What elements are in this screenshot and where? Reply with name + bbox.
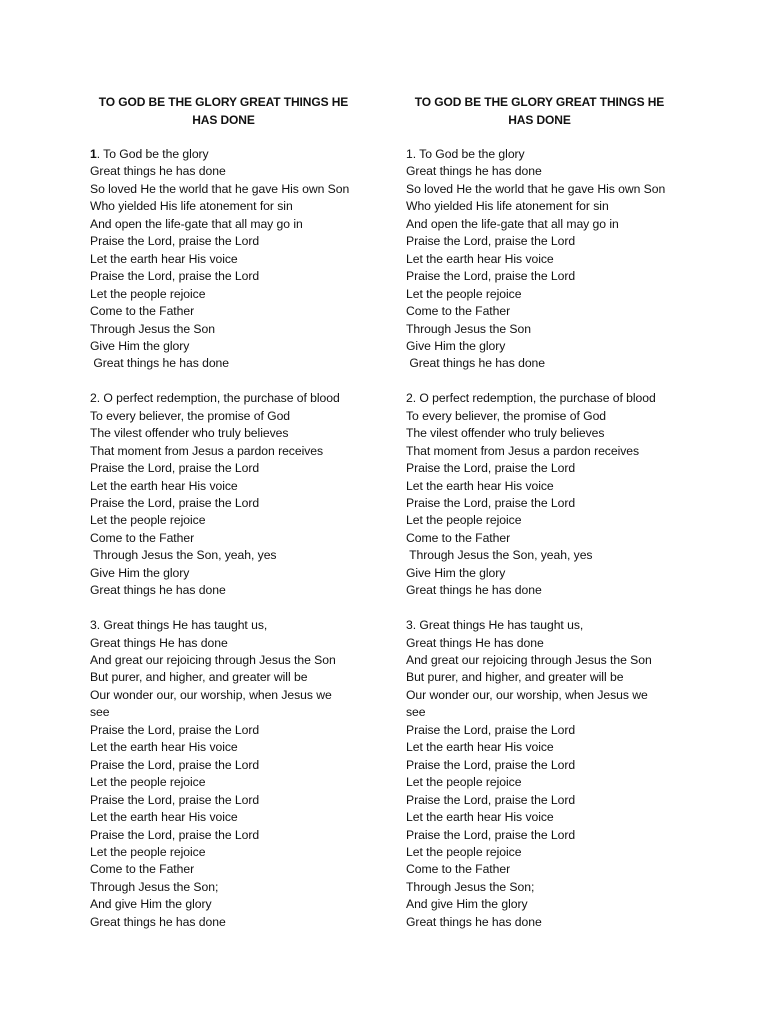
lyric-line: To every believer, the promise of God: [406, 408, 607, 423]
lyric-line: Give Him the glory: [406, 338, 506, 353]
lyric-line: Come to the Father: [406, 304, 511, 319]
lyric-line: Through Jesus the Son;: [406, 879, 535, 894]
lyric-line: Great things he has done: [90, 356, 230, 371]
lyric-line: Praise the Lord, praise the Lord: [90, 461, 260, 476]
lyric-line: Let the earth hear His voice: [406, 740, 554, 755]
lyric-line: Praise the Lord, praise the Lord: [90, 496, 260, 510]
lyric-line: Praise the Lord, praise the Lord: [406, 792, 576, 807]
lyric-line: Through Jesus the Son, yeah, yes: [90, 548, 277, 563]
lyric-line: Praise the Lord, praise the Lord: [90, 827, 260, 842]
lyric-line: Through Jesus the Son: [406, 321, 531, 336]
verses-container: [406, 146, 686, 931]
lyrics-column-left: [90, 94, 370, 949]
lyric-line: Let the earth hear His voice: [90, 810, 238, 825]
lyric-line: Let the earth hear His voice: [406, 251, 554, 266]
lyric-line: Great things he has done: [406, 164, 542, 179]
lyric-line: Let the people rejoice: [90, 286, 206, 301]
lyric-line: Great things he has done: [90, 914, 226, 929]
verse-3: [406, 617, 686, 931]
lyric-line: Let the people rejoice: [406, 286, 522, 301]
lyric-line: Through Jesus the Son: [90, 321, 215, 336]
lyric-line: Let the earth hear His voice: [90, 251, 238, 266]
lyric-line: And open the life-gate that all may go in: [90, 216, 303, 231]
lyric-line: Through Jesus the Son;: [90, 879, 219, 894]
lyric-line: And great our rejoicing through Jesus the Son: [90, 653, 336, 668]
lyric-line: That moment from Jesus a pardon receives: [406, 443, 640, 458]
lyric-line: To every believer, the promise of God: [90, 408, 291, 423]
lyric-line: Through Jesus the Son, yeah, yes: [406, 548, 593, 563]
lyric-line: Come to the Father: [90, 862, 195, 877]
lyric-line: Come to the Father: [90, 530, 195, 545]
lyric-line: And give Him the glory: [406, 897, 528, 912]
lyric-line: Great things he has done: [90, 164, 226, 179]
lyric-line: Praise the Lord, praise the Lord: [406, 722, 576, 737]
verse-1: [406, 146, 686, 373]
lyric-line: Great things He has done: [90, 635, 228, 650]
lyric-line: Praise the Lord, praise the Lord: [90, 269, 260, 284]
lyric-line: So loved He the world that he gave His own Son: [406, 181, 666, 196]
lyrics-column-right: [406, 94, 686, 949]
lyric-line: 2. O perfect redemption, the purchase of blood: [90, 391, 340, 406]
lyric-line: So loved He the world that he gave His own Son: [90, 181, 350, 196]
lyric-line: Come to the Father: [406, 862, 511, 877]
lyric-line: Great things he has done: [406, 914, 542, 929]
lyric-line: Praise the Lord, praise the Lord: [406, 461, 576, 476]
lyric-line: Great things he has done: [90, 583, 226, 598]
verse-1: [90, 146, 370, 373]
lyric-line: Great things he has done: [406, 583, 542, 598]
lyric-line: Praise the Lord, praise the Lord: [406, 269, 576, 284]
lyric-line: Let the people rejoice: [90, 845, 206, 859]
lyric-line: 2. O perfect redemption, the purchase of blood: [406, 391, 656, 406]
lyric-line: Who yielded His life atonement for sin: [90, 199, 293, 214]
lyric-line: 3. Great things He has taught us,: [406, 618, 584, 633]
verses-container: [90, 146, 370, 931]
lyric-line: Give Him the glory: [90, 565, 190, 580]
lyric-line: Praise the Lord, praise the Lord: [90, 792, 260, 807]
lyric-line: Let the people rejoice: [90, 775, 206, 790]
lyric-line: And great our rejoicing through Jesus the Son: [406, 653, 652, 668]
lyric-line: Let the earth hear His voice: [406, 478, 554, 493]
lyric-line: That moment from Jesus a pardon receives: [90, 443, 324, 458]
lyric-line: But purer, and higher, and greater will be: [406, 670, 624, 685]
lyric-line: Praise the Lord, praise the Lord: [406, 496, 576, 510]
lyric-line: Let the earth hear His voice: [90, 740, 238, 755]
lyric-line: Let the people rejoice: [90, 513, 206, 528]
lyric-line: [90, 146, 370, 163]
lyric-line: Praise the Lord, praise the Lord: [90, 722, 260, 737]
lyric-line: Who yielded His life atonement for sin: [406, 199, 609, 214]
lyric-line: Great things he has done: [406, 356, 546, 371]
verse-2: [406, 390, 686, 599]
lyric-line: Our wonder our, our worship, when Jesus we see: [406, 687, 648, 720]
lyric-line: Let the people rejoice: [406, 845, 522, 859]
lyric-line: But purer, and higher, and greater will be: [90, 670, 308, 685]
lyric-line: Praise the Lord, praise the Lord: [90, 234, 260, 249]
lyric-line: The vilest offender who truly believes: [406, 426, 605, 441]
lyric-line: Great things He has done: [406, 635, 544, 650]
lyric-line: Come to the Father: [90, 304, 195, 319]
verse-3: [90, 617, 370, 931]
lyric-line: Our wonder our, our worship, when Jesus we see: [90, 687, 332, 720]
lyric-line: Let the earth hear His voice: [406, 810, 554, 825]
lyric-line: Give Him the glory: [406, 565, 506, 580]
lyric-line: 3. Great things He has taught us,: [90, 618, 268, 633]
lyric-text: . To God be the glory: [96, 147, 209, 161]
lyric-line: Come to the Father: [406, 530, 511, 545]
lyric-line: And open the life-gate that all may go in: [406, 216, 619, 231]
lyric-line: Let the earth hear His voice: [90, 478, 238, 493]
lyric-line: The vilest offender who truly believes: [90, 426, 289, 441]
lyric-line: Praise the Lord, praise the Lord: [406, 234, 576, 249]
lyric-line: 1. To God be the glory: [406, 147, 525, 161]
lyric-line: Praise the Lord, praise the Lord: [90, 757, 260, 772]
verse-number: 1: [90, 147, 97, 161]
lyric-line: Let the people rejoice: [406, 513, 522, 528]
lyric-line: Give Him the glory: [90, 338, 190, 353]
lyric-line: And give Him the glory: [90, 897, 212, 912]
lyric-line: Praise the Lord, praise the Lord: [406, 827, 576, 842]
verse-2: [90, 390, 370, 599]
lyric-line: Praise the Lord, praise the Lord: [406, 757, 576, 772]
song-title: TO GOD BE THE GLORY GREAT THINGS HE HAS DONE: [98, 95, 349, 127]
lyric-line: Let the people rejoice: [406, 775, 522, 790]
song-title: TO GOD BE THE GLORY GREAT THINGS HE HAS DONE: [414, 95, 665, 127]
